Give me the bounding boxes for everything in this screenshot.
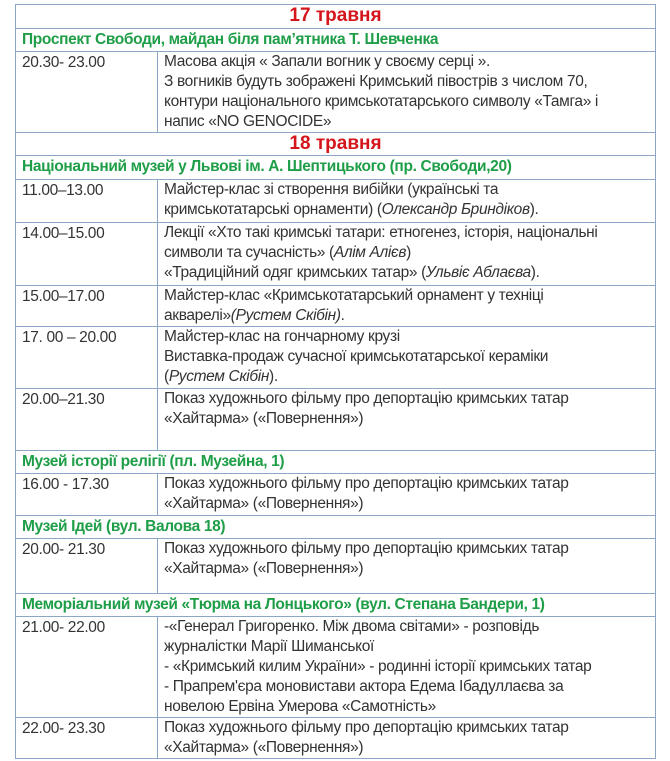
desc-line: Показ художнього фільму про депортацію кримських татар: [164, 540, 569, 557]
event-row: [16, 539, 656, 594]
speaker-name: Ульвіє Аблаєва: [425, 264, 531, 281]
desc-line: Масова акція « Запали вогник у своєму серці ».: [164, 53, 490, 70]
event-row: [16, 718, 656, 759]
event-time: 21.00- 22.00: [16, 617, 158, 718]
event-row: [16, 52, 656, 133]
desc-line: - «Кримський килим України» - родинні історії кримських татар: [164, 658, 592, 675]
venue-row: [16, 29, 656, 52]
desc-line: - Прапрем'єра моновистави актора Едема Ібадуллаєва за: [164, 678, 564, 695]
venue-name: Меморіальний музей «Тюрма на Лонцького» (вул. Степана Бандери, 1): [16, 594, 656, 617]
desc-text: ).: [530, 264, 540, 281]
event-time: 11.00–13.00: [16, 180, 158, 223]
venue-name: Національний музей у Львові ім. А. Шептицького (пр. Свободи,20): [16, 156, 656, 180]
desc-line: [164, 367, 649, 387]
desc-line: «Хайтарма» («Повернення»): [164, 739, 364, 756]
event-time: 22.00- 23.30: [16, 718, 158, 759]
desc-line: З вогників будуть зображені Кримський півострів з числом 70,: [164, 73, 588, 90]
event-time: 20.30- 23.00: [16, 52, 158, 133]
desc-text: ): [406, 244, 411, 261]
event-row: [16, 327, 656, 389]
desc-line: [164, 263, 649, 283]
desc-line: Майстер-клас на гончарному крузі: [164, 328, 400, 345]
desc-text: ).: [529, 201, 539, 218]
event-row: [16, 474, 656, 516]
day-title: 17 травня: [16, 5, 656, 29]
event-time: 17. 00 – 20.00: [16, 327, 158, 389]
desc-line: журналістки Марії Шиманської: [164, 638, 374, 655]
speaker-name: (Рустем Скібін): [230, 307, 341, 324]
venue-row: [16, 594, 656, 617]
desc-line: [164, 243, 649, 263]
desc-line: «Хайтарма» («Повернення»): [164, 495, 364, 512]
desc-line: Лекції «Хто такі кримські татари: етногенез, історія, національні: [164, 224, 598, 241]
event-description: [158, 474, 656, 516]
desc-text: акварелі»: [164, 307, 231, 324]
schedule-table: [15, 4, 656, 759]
desc-text: кримськотатарські орнаменти) (: [164, 201, 382, 218]
desc-line: контури національного кримськотатарського символу «Тамга» і: [164, 93, 599, 110]
desc-text: символи та сучасність» (: [164, 244, 334, 261]
desc-line: -«Генерал Григоренко. Між двома світами» - розповідь: [164, 618, 540, 635]
speaker-name: Рустем Скібін: [168, 368, 270, 385]
day-header: [16, 5, 656, 29]
speaker-name: Олександр Бриндіков: [381, 201, 530, 218]
event-row: [16, 223, 656, 286]
desc-line: напис «NO GENOCIDE»: [164, 113, 332, 130]
venue-row: [16, 156, 656, 180]
event-row: [16, 180, 656, 223]
event-description: [158, 327, 656, 389]
event-time: 16.00 - 17.30: [16, 474, 158, 516]
event-description: [158, 223, 656, 286]
event-description: [158, 539, 656, 594]
desc-line: [164, 306, 649, 326]
desc-line: «Хайтарма» («Повернення»): [164, 410, 364, 427]
event-time: 14.00–15.00: [16, 223, 158, 286]
desc-line: новелою Ервіна Умерова «Самотність»: [164, 698, 436, 715]
desc-text: ).: [269, 368, 278, 385]
venue-name: Музей історії релігії (пл. Музейна, 1): [16, 451, 656, 474]
desc-line: Майстер-клас «Кримськотатарський орнамент у техніці: [164, 287, 544, 304]
desc-text: (: [164, 368, 169, 385]
event-row: [16, 286, 656, 327]
event-time: 20.00- 21.30: [16, 539, 158, 594]
venue-name: Музей Ідей (вул. Валова 18): [16, 516, 656, 539]
event-description: [158, 617, 656, 718]
desc-line: Виставка-продаж сучасної кримськотатарської кераміки: [164, 348, 549, 365]
desc-line: Показ художнього фільму про депортацію кримських татар: [164, 390, 569, 407]
event-description: [158, 180, 656, 223]
event-time: 20.00–21.30: [16, 389, 158, 451]
desc-text: .: [340, 307, 345, 324]
desc-line: [164, 200, 649, 220]
event-description: [158, 52, 656, 133]
event-description: [158, 286, 656, 327]
day-header: [16, 133, 656, 156]
desc-line: Майстер-клас зі створення вибійки (українські та: [164, 181, 499, 198]
event-row: [16, 389, 656, 451]
event-description: [158, 718, 656, 759]
venue-name: Проспект Свободи, майдан біля пам’ятника Т. Шевченка: [16, 29, 656, 52]
day-title: 18 травня: [16, 133, 656, 156]
desc-line: Показ художнього фільму про депортацію кримських татар: [164, 475, 569, 492]
venue-row: [16, 516, 656, 539]
speaker-name: Алім Алієв: [333, 244, 407, 261]
event-row: [16, 617, 656, 718]
desc-text: «Традиційний одяг кримських татар» (: [164, 264, 426, 281]
desc-line: Показ художнього фільму про депортацію кримських татар: [164, 719, 569, 736]
event-description: [158, 389, 656, 451]
event-time: 15.00–17.00: [16, 286, 158, 327]
desc-line: «Хайтарма» («Повернення»): [164, 560, 364, 577]
venue-row: [16, 451, 656, 474]
